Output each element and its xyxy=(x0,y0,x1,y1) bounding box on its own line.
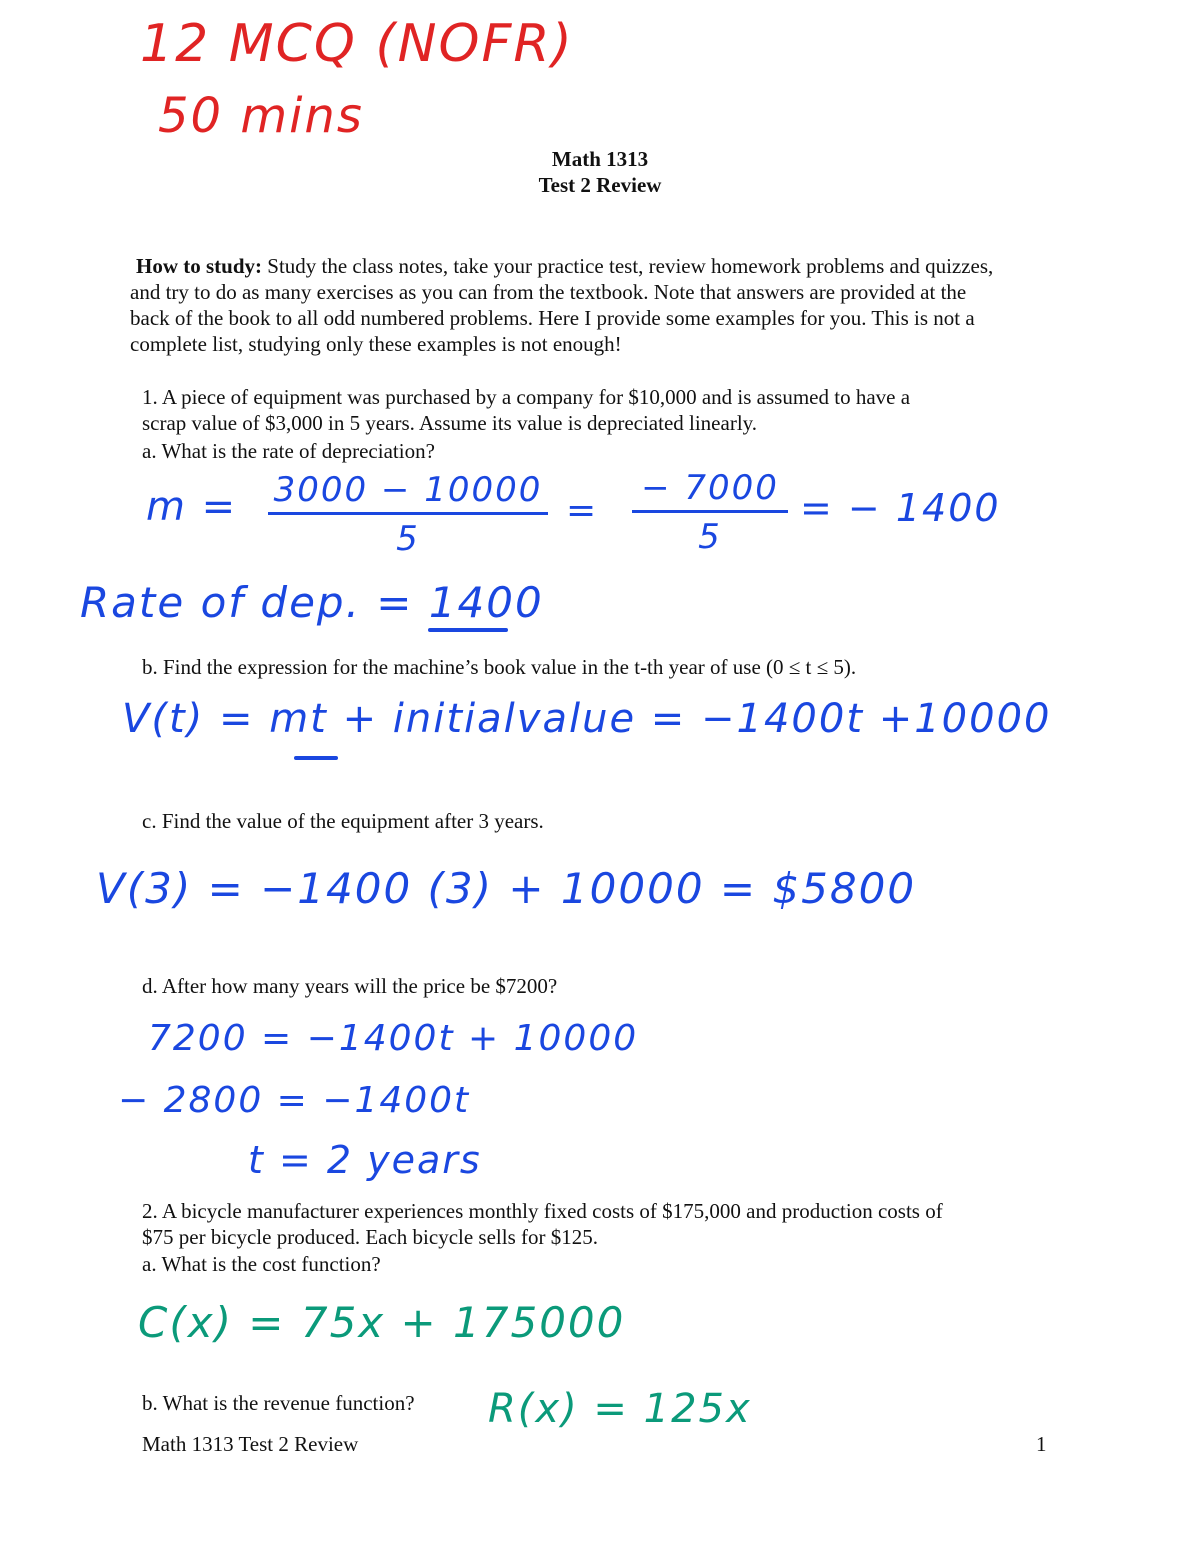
page-number: 1 xyxy=(1036,1432,1047,1456)
q2b-answer: R(x) = 125x xyxy=(488,1386,752,1432)
q2-line-2: $75 per bicycle produced. Each bicycle sells for $125. xyxy=(142,1225,599,1249)
page-title: Test 2 Review xyxy=(538,173,662,197)
q1-part-c: c. Find the value of the equipment after 3 years. xyxy=(142,809,544,833)
course-title: Math 1313 xyxy=(551,147,649,171)
intro-line-3: back of the book to all odd numbered problems. Here I provide some examples for you. This is not a xyxy=(130,306,975,330)
q2a-answer: C(x) = 75x + 175000 xyxy=(138,1298,626,1347)
intro-label: How to study: xyxy=(136,254,263,278)
q1-line-1: 1. A piece of equipment was purchased by a company for $10,000 and is assumed to have a xyxy=(142,385,911,409)
q1a-fraction-2 xyxy=(632,468,788,557)
exam-format-note: 12 MCQ (NOFR) xyxy=(140,14,574,74)
q1a-rate-answer: Rate of dep. = 1400 xyxy=(80,578,544,627)
q1d-step-1: 7200 = −1400t + 10000 xyxy=(148,1018,639,1059)
q1a-result: = − 1400 xyxy=(800,486,1001,530)
q1d-step-2: − 2800 = −1400t xyxy=(118,1080,471,1121)
q1a-denominator-2: 5 xyxy=(698,517,722,557)
q2-line-1: 2. A bicycle manufacturer experiences monthly fixed costs of $175,000 and production costs of xyxy=(142,1199,943,1223)
q1a-numerator-1: 3000 − 10000 xyxy=(273,470,543,510)
q1b-m-underline xyxy=(294,756,338,760)
q1-part-a: a. What is the rate of depreciation? xyxy=(142,439,435,463)
q1d-step-3: t = 2 years xyxy=(248,1138,482,1182)
intro-text-1: Study the class notes, take your practice test, review homework problems and quizzes, xyxy=(267,254,994,278)
q2-part-a: a. What is the cost function? xyxy=(142,1252,381,1276)
q1a-answer-underline xyxy=(428,628,508,632)
q1-part-b: b. Find the expression for the machine’s book value in the t-th year of use (0 ≤ t ≤ 5). xyxy=(142,655,857,679)
q1a-denominator-1: 5 xyxy=(396,519,420,559)
q1a-fraction-1 xyxy=(268,470,548,559)
intro-line-2: and try to do as many exercises as you can from the textbook. Note that answers are provided at the xyxy=(130,280,967,304)
q1-part-d: d. After how many years will the price be $7200? xyxy=(142,974,558,998)
q1a-numerator-2: − 7000 xyxy=(641,468,779,508)
q2-part-b: b. What is the revenue function? xyxy=(142,1391,415,1415)
q1-line-2: scrap value of $3,000 in 5 years. Assume its value is depreciated linearly. xyxy=(142,411,758,435)
q1b-answer: V(t) = mt + initialvalue = −1400t +10000 xyxy=(122,696,1052,742)
q1a-m-label: m = xyxy=(146,484,238,530)
footer-title: Math 1313 Test 2 Review xyxy=(142,1432,359,1456)
q1a-fraction-bar-1 xyxy=(268,512,548,515)
intro-line-1 xyxy=(136,253,993,279)
q1a-equals-1: = xyxy=(566,490,599,531)
duration-note: 50 mins xyxy=(158,88,364,144)
q1c-answer: V(3) = −1400 (3) + 10000 = $5800 xyxy=(96,864,917,913)
q1a-fraction-bar-2 xyxy=(632,510,788,513)
intro-line-4: complete list, studying only these examples is not enough! xyxy=(130,332,622,356)
